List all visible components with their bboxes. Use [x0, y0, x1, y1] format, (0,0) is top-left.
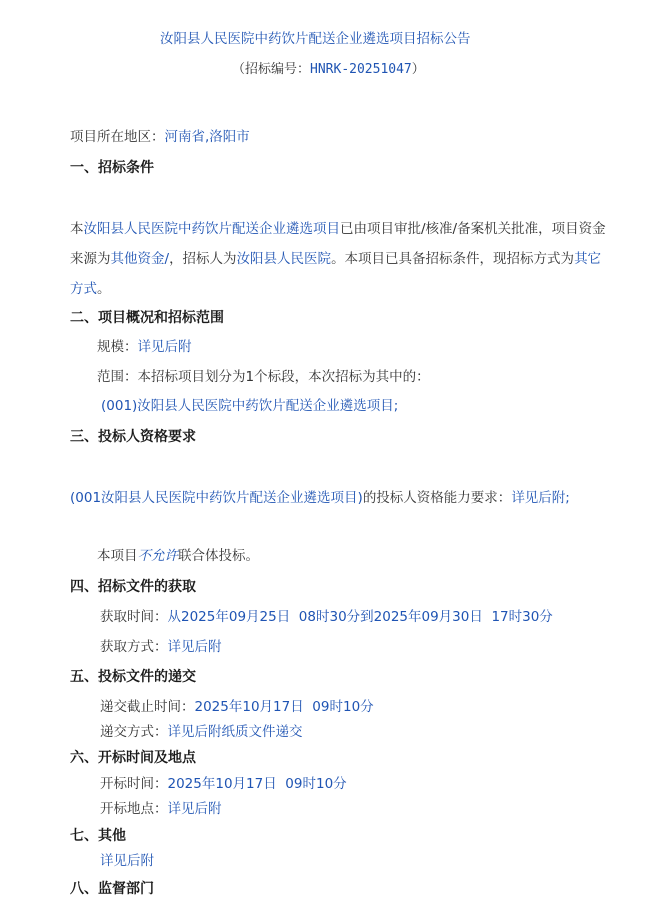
text-fragment: 本项目 [97, 548, 138, 564]
text-fragment: 。 [97, 281, 111, 297]
tender-code-value: HNRK-20251047 [310, 62, 412, 77]
tender-method: 其它方式 [70, 251, 602, 297]
section-heading-1: 一、招标条件 [70, 160, 154, 176]
acquire-time-row [100, 609, 553, 627]
deadline-row [100, 699, 374, 717]
opening-time-value: 2025年10月17日 09时10分 [167, 776, 347, 792]
scale-value: 详见后附 [137, 339, 192, 355]
label: 开标地点： [100, 801, 168, 817]
label: 递交方式： [100, 724, 168, 740]
label: 获取时间： [100, 609, 168, 625]
qualification-project: (001汝阳县人民医院中药饮片配送企业遴选项目) [70, 490, 363, 506]
tender-code [232, 62, 425, 79]
label: 开标时间： [100, 776, 168, 792]
text-fragment: 已由项目审批/核准/备案机关批准，项目资金来源为 [70, 221, 606, 267]
region-label: 项目所在地区： [70, 129, 165, 145]
text-fragment: 联合体投标。 [178, 548, 259, 564]
text-fragment: 。本项目已具备招标条件，现招标方式为 [331, 251, 575, 267]
other-value: 详见后附 [100, 853, 154, 869]
section-heading-4: 四、招标文件的获取 [70, 579, 196, 595]
acquire-method-value: 详见后附 [167, 639, 222, 655]
text-fragment: ，招标人为 [169, 251, 237, 267]
section-heading-7: 七、其他 [70, 828, 126, 844]
acquire-time-value: 从2025年09月25日 08时30分到2025年09月30日 17时30分 [167, 609, 553, 625]
opening-place-row [100, 801, 222, 819]
tender-code-suffix: ） [411, 62, 425, 77]
submit-method-value: 详见后附纸质文件递交 [167, 724, 303, 740]
lot-item: (001)汝阳县人民医院中药饮片配送企业遴选项目; [101, 398, 399, 414]
section-heading-5: 五、投标文件的递交 [70, 669, 196, 685]
qualification-paragraph [70, 483, 605, 513]
tender-code-prefix: （招标编号： [232, 62, 311, 77]
opening-place-value: 详见后附 [167, 801, 222, 817]
text-fragment: 的投标人资格能力要求： [362, 490, 512, 506]
section-heading-2: 二、项目概况和招标范围 [70, 310, 224, 326]
qualification-value: 详见后附; [511, 490, 570, 506]
text-fragment: 本 [70, 221, 84, 237]
page-title: 汝阳县人民医院中药饮片配送企业遴选项目招标公告 [160, 31, 471, 47]
deadline-value: 2025年10月17日 09时10分 [194, 699, 374, 715]
section-heading-3: 三、投标人资格要求 [70, 429, 196, 445]
section-heading-8: 八、监督部门 [70, 881, 154, 897]
opening-time-row [100, 776, 347, 794]
tender-conditions-paragraph [70, 214, 610, 304]
project-region [70, 129, 250, 147]
project-name: 汝阳县人民医院中药饮片配送企业遴选项目 [83, 221, 340, 237]
region-value: 河南省,洛阳市 [164, 129, 250, 145]
scope-row: 范围：本招标项目划分为1个标段，本次招标为其中的： [97, 369, 430, 385]
acquire-method-row [100, 639, 222, 657]
scale-label: 规模： [97, 339, 138, 355]
tenderer-name: 汝阳县人民医院 [236, 251, 332, 267]
label: 获取方式： [100, 639, 168, 655]
scale-row [97, 339, 192, 357]
label: 递交截止时间： [100, 699, 195, 715]
submit-method-row [100, 724, 303, 742]
consortium-value: 不允许 [137, 548, 178, 564]
consortium-row [97, 548, 259, 566]
fund-source: 其他资金/ [110, 251, 170, 267]
section-heading-6: 六、开标时间及地点 [70, 750, 196, 766]
